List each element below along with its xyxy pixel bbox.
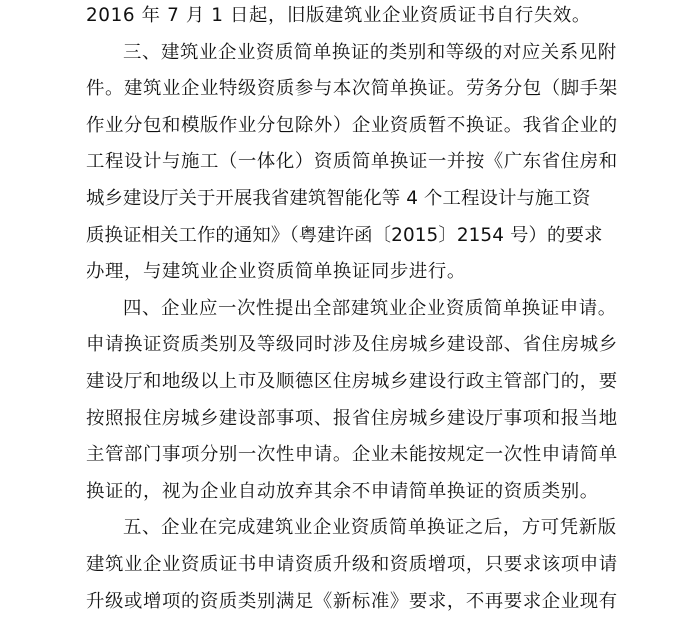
- text-line: 作业分包和模版作业分包除外）企业资质暂不换证。我省企业的: [86, 108, 646, 145]
- text-line: 工程设计与施工（一体化）资质简单换证一并按《广东省住房和: [86, 144, 646, 181]
- text-line: 建设厅和地级以上市及顺德区住房城乡建设行政主管部门的，要: [86, 364, 646, 401]
- document-body: [86, 0, 646, 620]
- text-line: 质换证相关工作的通知》（粤建许函〔2015〕2154 号）的要求: [86, 218, 646, 255]
- text-line: 申请换证资质类别及等级同时涉及住房城乡建设部、省住房城乡: [86, 327, 646, 364]
- text-line: 办理，与建筑业企业资质简单换证同步进行。: [86, 254, 646, 291]
- text-line: 件。建筑业企业特级资质参与本次简单换证。劳务分包（脚手架: [86, 71, 646, 108]
- text-line: 换证的，视为企业自动放弃其余不申请简单换证的资质类别。: [86, 474, 646, 511]
- paragraph-5-start: 五、企业在完成建筑业企业资质简单换证之后，方可凭新版: [86, 510, 646, 547]
- text-line: 主管部门事项分别一次性申请。企业未能按规定一次性申请简单: [86, 437, 646, 474]
- paragraph-3-start: 三、建筑业企业资质简单换证的类别和等级的对应关系见附: [86, 35, 646, 72]
- text-line: 按照报住房城乡建设部事项、报省住房城乡建设厅事项和报当地: [86, 401, 646, 438]
- text-line: 城乡建设厅关于开展我省建筑智能化等 4 个工程设计与施工资: [86, 181, 646, 218]
- text-line: 升级或增项的资质类别满足《新标准》要求，不再要求企业现有: [86, 584, 646, 620]
- paragraph-4-start: 四、企业应一次性提出全部建筑业企业资质简单换证申请。: [86, 291, 646, 328]
- text-line: 建筑业企业资质证书申请资质升级和资质增项，只要求该项申请: [86, 547, 646, 584]
- text-line: 2016 年 7 月 1 日起，旧版建筑业企业资质证书自行失效。: [86, 0, 646, 35]
